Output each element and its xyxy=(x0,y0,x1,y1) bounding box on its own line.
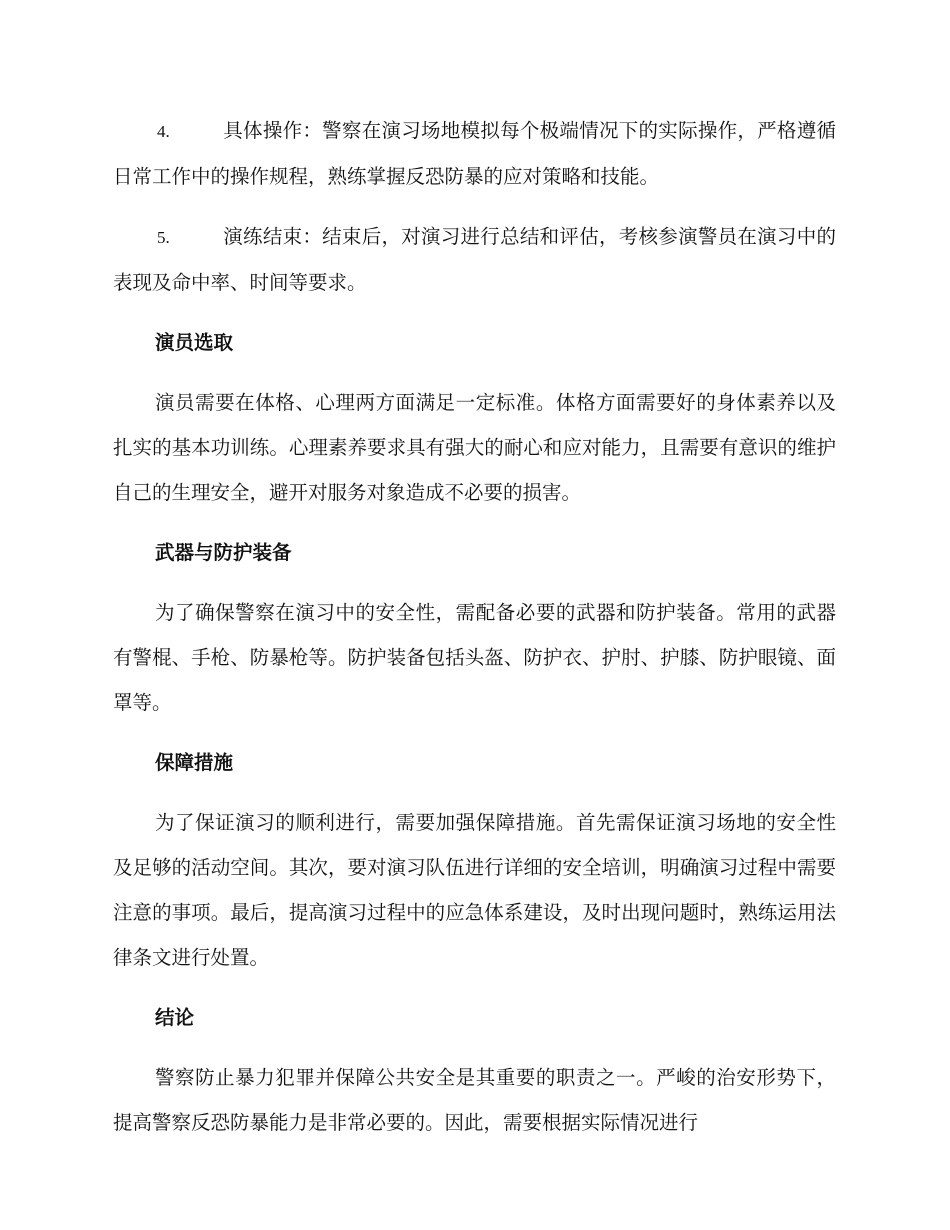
list-item-4 xyxy=(113,108,836,199)
section-paragraph-actor-selection: 演员需要在体格、心理两方面满足一定标准。体格方面需要好的身体素养以及扎实的基本功训练。心理素养要求具有强大的耐心和应对能力，且需要有意识的维护自己的生理安全，避开对服务对象造成不必要的损害。 xyxy=(113,391,836,504)
list-item-text: 具体操作：警察在演习场地模拟每个极端情况下的实际操作，严格遵循日常工作中的操作规程，熟练掌握反恐防暴的应对策略和技能。 xyxy=(113,119,836,188)
list-number: 5. xyxy=(157,228,170,247)
section-heading-safeguards: 保障措施 xyxy=(155,751,234,774)
section-heading-actor-selection: 演员选取 xyxy=(155,331,234,354)
list-number: 4. xyxy=(157,122,170,141)
document-page xyxy=(113,108,836,1160)
section-paragraph-conclusion: 警察防止暴力犯罪并保障公共安全是其重要的职责之一。严峻的治安形势下，提高警察反恐防暴能力是非常必要的。因此，需要根据实际情况进行 xyxy=(113,1066,836,1134)
list-item-5 xyxy=(113,214,836,305)
section-paragraph-weapons-protection: 为了确保警察在演习中的安全性，需配备必要的武器和防护装备。常用的武器有警棍、手枪、防暴枪等。防护装备包括头盔、防护衣、护肘、护膝、防护眼镜、面罩等。 xyxy=(113,601,836,714)
list-item-text: 演练结束：结束后，对演习进行总结和评估，考核参演警员在演习中的表现及命中率、时间等要求。 xyxy=(113,225,836,294)
section-paragraph-safeguards: 为了保证演习的顺利进行，需要加强保障措施。首先需保证演习场地的安全性及足够的活动空间。其次，要对演习队伍进行详细的安全培训，明确演习过程中需要注意的事项。最后，提高演习过程中的应急体系建设，及时出现问题时，熟练运用法律条文进行处置。 xyxy=(113,811,836,969)
section-heading-weapons-protection: 武器与防护装备 xyxy=(155,541,292,564)
section-heading-conclusion: 结论 xyxy=(155,1006,195,1029)
